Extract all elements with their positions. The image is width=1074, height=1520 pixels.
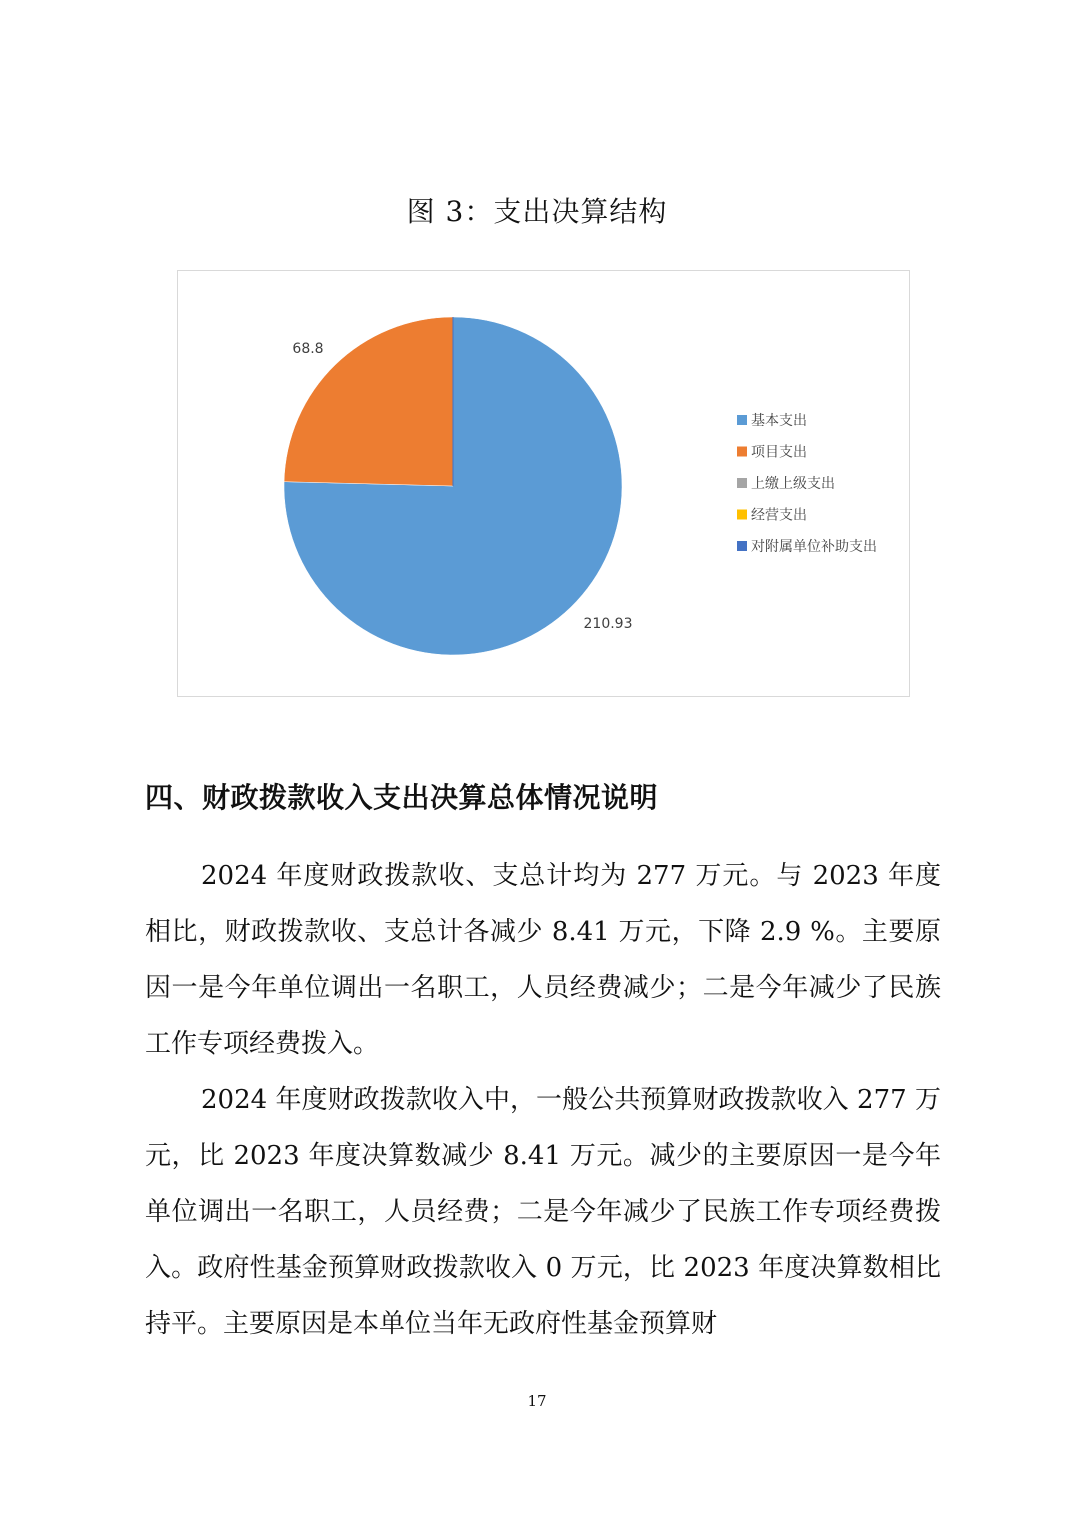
legend-item-2 xyxy=(737,444,807,461)
legend-label: 基本支出 xyxy=(751,413,807,429)
page-number: 17 xyxy=(527,1392,547,1410)
legend-item-3 xyxy=(737,475,835,492)
legend-swatch xyxy=(737,541,747,551)
legend-swatch xyxy=(737,447,747,457)
data-label-2: 68.8 xyxy=(292,341,324,357)
legend-item-5 xyxy=(737,538,877,555)
pie-slices xyxy=(284,317,622,655)
paragraph-1: 2024 年度财政拨款收、支总计均为 277 万元。与 2023 年度相比，财政拨款收、支总计各减少 8.41 万元，下降 2.9 %。主要原因一是今年单位调出一名职工，人员经费减少；二是今年减少了民族工作专项经费拨入。 xyxy=(145,861,941,1059)
legend-swatch xyxy=(737,478,747,488)
legend-swatch xyxy=(737,415,747,425)
data-label-1: 210.93 xyxy=(583,616,633,632)
pie-chart-svg xyxy=(178,271,911,698)
pie-chart xyxy=(177,270,910,697)
paragraph-2: 2024 年度财政拨款收入中，一般公共预算财政拨款收入 277 万元，比 2023 年度决算数减少 8.41 万元。减少的主要原因一是今年单位调出一名职工，人员经费；二是今年减少了民族工作专项经费拨入。政府性基金预算财政拨款收入 0 万元，比 2023 年度决算数相比持平。主要原因是本单位当年无政府性基金预算财 xyxy=(145,1085,941,1339)
legend-label: 经营支出 xyxy=(751,507,807,524)
legend-label: 上缴上级支出 xyxy=(751,476,835,492)
legend-item-4 xyxy=(737,507,807,524)
legend-item-1 xyxy=(737,412,807,429)
legend-swatch xyxy=(737,510,747,520)
section-heading: 四、财政拨款收入支出决算总体情况说明 xyxy=(145,781,659,814)
legend-label: 项目支出 xyxy=(751,444,807,461)
legend-label: 对附属单位补助支出 xyxy=(751,539,877,555)
chart-legend xyxy=(737,412,877,555)
figure-caption: 图 3：支出决算结构 xyxy=(406,195,668,228)
